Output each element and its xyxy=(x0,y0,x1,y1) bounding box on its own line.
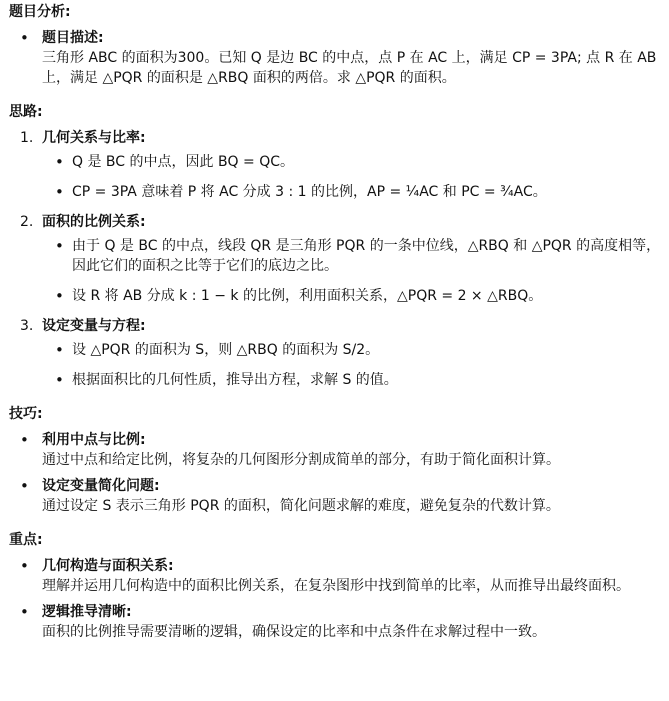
step-points xyxy=(42,236,661,306)
analysis-list xyxy=(9,28,661,88)
step-point: • 由于 Q 是 BC 的中点，线段 QR 是三角形 PQR 的一条中位线，△RBQ 和 △PQR 的高度相等，因此它们的面积之比等于它们的底边之比。 xyxy=(42,236,661,276)
problem-description-body: 三角形 ABC 的面积为300。已知 Q 是边 BC 的中点，点 P 在 AC 上，满足 CP = 3PA; 点 R 在 AB 上，满足 △PQR 的面积是 △RBQ 面积的两倍。求 △PQR 的面积。 xyxy=(42,50,657,86)
keypoint-title: • 逻辑推导清晰: xyxy=(42,604,132,620)
keypoints-section xyxy=(9,530,661,642)
keypoint-body: 面积的比例推导需要清晰的逻辑，确保设定的比率和中点条件在求解过程中一致。 xyxy=(42,624,546,640)
keypoint-body: 理解并运用几何构造中的面积比例关系，在复杂图形中找到简单的比率，从而推导出最终面积。 xyxy=(42,578,630,594)
list-item xyxy=(9,602,661,642)
step-points xyxy=(42,340,661,390)
step-item xyxy=(9,316,661,390)
step-title: 面积的比例关系: xyxy=(42,214,146,230)
list-item xyxy=(9,430,661,470)
tips-heading: 技巧: xyxy=(9,406,43,422)
tip-title: • 利用中点与比例: xyxy=(42,432,146,448)
analysis-heading: 题目分析: xyxy=(9,4,71,20)
thinking-heading: 思路: xyxy=(9,104,43,120)
list-item xyxy=(9,28,661,88)
problem-description-title: • 题目描述: xyxy=(42,30,104,46)
step-point: • 设 R 将 AB 分成 k : 1 − k 的比例，利用面积关系，△PQR = 2 × △RBQ。 xyxy=(42,286,661,306)
step-point: • 根据面积比的几何性质，推导出方程，求解 S 的值。 xyxy=(42,370,661,390)
step-points xyxy=(42,152,661,202)
list-item xyxy=(9,476,661,516)
step-point: • CP = 3PA 意味着 P 将 AC 分成 3 : 1 的比例，AP = ¼AC 和 PC = ¾AC。 xyxy=(42,182,661,202)
step-title: 设定变量与方程: xyxy=(42,318,146,334)
tip-title: • 设定变量简化问题: xyxy=(42,478,160,494)
tips-section xyxy=(9,404,661,516)
step-point: • Q 是 BC 的中点，因此 BQ = QC。 xyxy=(42,152,661,172)
step-item xyxy=(9,212,661,306)
keypoint-title: • 几何构造与面积关系: xyxy=(42,558,174,574)
list-item xyxy=(9,556,661,596)
step-item xyxy=(9,128,661,202)
step-number: 3. xyxy=(20,318,34,334)
analysis-section xyxy=(9,2,661,88)
step-number: 2. xyxy=(20,214,34,230)
keypoints-heading: 重点: xyxy=(9,532,43,548)
step-point: • 设 △PQR 的面积为 S，则 △RBQ 的面积为 S/2。 xyxy=(42,340,661,360)
step-title: 几何关系与比率: xyxy=(42,130,146,146)
tip-body: 通过中点和给定比例，将复杂的几何图形分割成简单的部分，有助于简化面积计算。 xyxy=(42,452,560,468)
keypoints-list xyxy=(9,556,661,642)
step-number: 1. xyxy=(20,130,34,146)
thinking-section xyxy=(9,102,661,390)
tip-body: 通过设定 S 表示三角形 PQR 的面积，简化问题求解的难度，避免复杂的代数计算。 xyxy=(42,498,560,514)
tips-list xyxy=(9,430,661,516)
thinking-steps xyxy=(9,128,661,390)
